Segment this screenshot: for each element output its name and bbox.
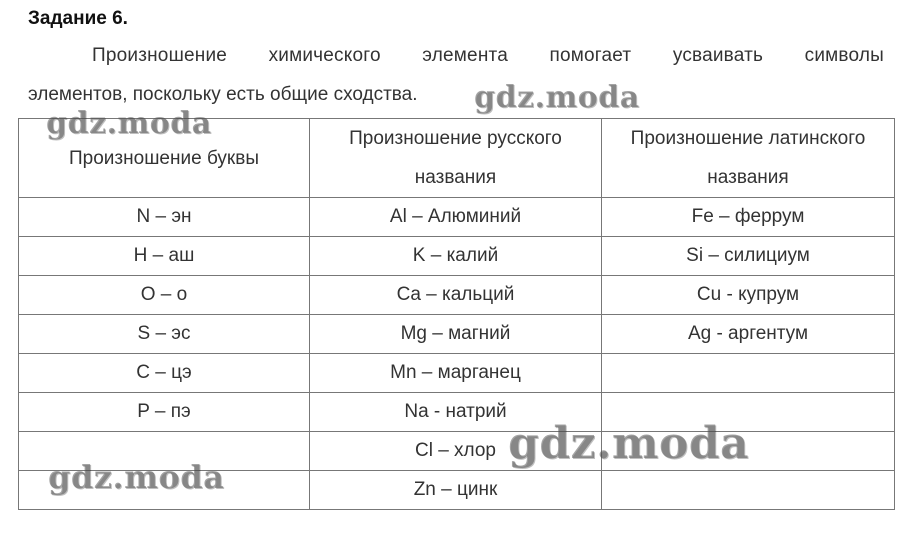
table-row (19, 237, 895, 276)
header-russian-pronunciation (310, 119, 602, 198)
watermark: gdz.moda (46, 106, 212, 141)
table-cell: H – аш (19, 237, 310, 276)
table-cell: N – эн (19, 198, 310, 237)
header-text: Произношение русского (349, 128, 562, 149)
watermark: gdz.moda (474, 80, 640, 115)
header-latin-pronunciation (602, 119, 895, 198)
header-text: Произношение буквы (69, 147, 259, 169)
task-title: Задание 6. (28, 8, 128, 29)
table-cell: Ag - аргентум (602, 315, 895, 354)
task-text-line-2: элементов, поскольку есть общие сходства. (28, 84, 418, 105)
table-cell: Cu - купрум (602, 276, 895, 315)
table-row (19, 276, 895, 315)
header-text: названия (707, 167, 789, 188)
header-text: Произношение латинского (630, 128, 866, 149)
watermark: gdz.moda (48, 458, 225, 496)
table-cell: P – пэ (19, 393, 310, 432)
header-text: названия (414, 167, 497, 188)
table-cell: Si – силициум (602, 237, 895, 276)
watermark: gdz.moda (508, 418, 750, 469)
table-cell: Mg – магний (310, 315, 602, 354)
table-cell: O – о (19, 276, 310, 315)
table-row (19, 354, 895, 393)
task-text-line-1: Произношение химического элемента помогает усваивать символы (92, 45, 884, 66)
table-cell: Ca – кальций (310, 276, 602, 315)
table-cell: K – калий (310, 237, 602, 276)
table-cell: Zn – цинк (310, 471, 602, 510)
table-cell: C – цэ (19, 354, 310, 393)
table-cell (602, 354, 895, 393)
table-cell: Na - натрий (310, 393, 602, 432)
table-row (19, 315, 895, 354)
table-cell (602, 471, 895, 510)
table-cell: Cl – хлор (310, 432, 602, 471)
table-row (19, 393, 895, 432)
table-row (19, 198, 895, 237)
table-cell: Fe – феррум (602, 198, 895, 237)
table-cell: S – эс (19, 315, 310, 354)
table-cell: Al – Алюминий (310, 198, 602, 237)
table-cell: Mn – марганец (310, 354, 602, 393)
pronunciation-table (18, 118, 895, 510)
